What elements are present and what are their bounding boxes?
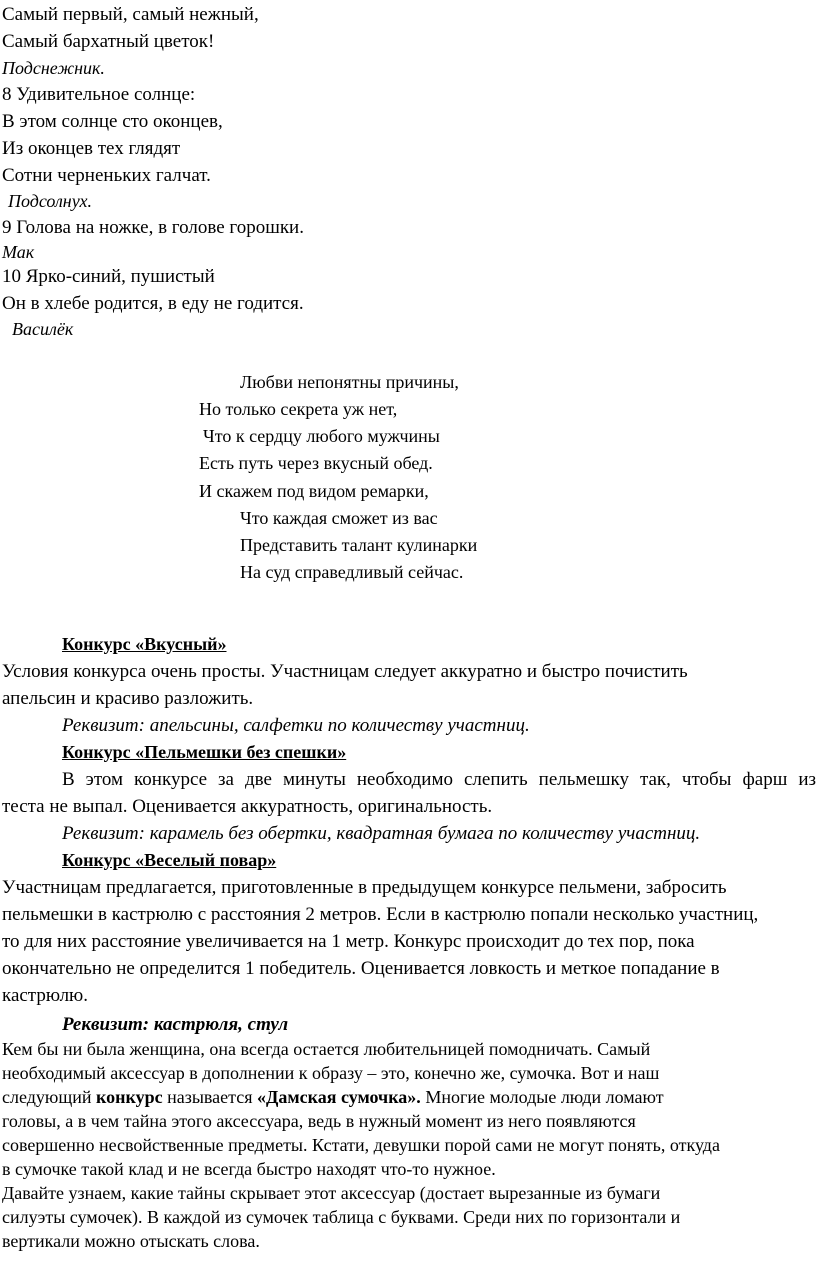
riddle-line: Он в хлебе родится, в еду не годится. — [2, 293, 304, 314]
paragraph-line: Условия конкурса очень просты. Участницам следует аккуратно и быстро почистить — [2, 661, 688, 682]
paragraph-line: Кем бы ни была женщина, она всегда остается любительницей помодничать. Самый — [2, 1039, 651, 1059]
riddle-line: Самый бархатный цветок! — [2, 31, 215, 52]
section-heading: Конкурс «Пельмешки без спешки» — [62, 742, 347, 762]
riddle-line: 8 Удивительное солнце: — [2, 84, 196, 105]
riddle-answer: Василёк — [12, 319, 74, 339]
text-run-bold: конкурс — [95, 1087, 163, 1107]
paragraph-line: силуэты сумочек). В каждой из сумочек таблица с буквами. Среди них по горизонтали и — [2, 1207, 681, 1227]
paragraph-line: В этом конкурсе за две минуты необходимо слепить пельмешку так, чтобы фарш из — [62, 769, 816, 790]
poem-line: Но только секрета уж нет, — [199, 399, 398, 419]
riddle-answer: Мак — [2, 242, 35, 262]
paragraph-line: апельсин и красиво разложить. — [2, 688, 254, 709]
paragraph-line — [2, 1088, 664, 1106]
paragraph-line: Участницам предлагается, приготовленные в предыдущем конкурсе пельмени, забросить — [2, 877, 727, 898]
paragraph-line: головы, а в чем тайна этого аксессуара, ведь в нужный момент из него появляются — [2, 1111, 636, 1131]
paragraph-line: в сумочке такой клад и не всегда быстро находят что-то нужное. — [2, 1159, 496, 1179]
riddle-answer: Подсолнух. — [8, 191, 92, 211]
contest-name-bold: «Дамская сумочка». — [257, 1087, 421, 1107]
paragraph-line: пельмешки в кастрюлю с расстояния 2 метров. Если в кастрюлю попали несколько участниц, — [2, 904, 759, 925]
paragraph-line: кастрюлю. — [2, 985, 88, 1006]
props-line: Реквизит: кастрюля, стул — [62, 1014, 289, 1035]
paragraph-line: то для них расстояние увеличивается на 1 метр. Конкурс происходит до тех пор, пока — [2, 931, 695, 952]
poem-line: Есть путь через вкусный обед. — [199, 453, 433, 473]
riddle-line: Из оконцев тех глядят — [2, 138, 181, 159]
props-line: Реквизит: карамель без обертки, квадратная бумага по количеству участниц. — [62, 823, 701, 844]
riddle-line: В этом солнце сто оконцев, — [2, 111, 223, 132]
props-line: Реквизит: апельсины, салфетки по количеству участниц. — [62, 715, 530, 736]
poem-line: Любви непонятны причины, — [240, 372, 459, 392]
text-run: называется — [162, 1087, 258, 1107]
section-heading: Конкурс «Вкусный» — [62, 634, 227, 654]
paragraph-line: окончательно не определится 1 победитель. Оценивается ловкость и меткое попадание в — [2, 958, 720, 979]
paragraph-line: совершенно несвойственные предметы. Кстати, девушки порой сами не могут понять, откуда — [2, 1135, 720, 1155]
poem-line: Представить талант кулинарки — [240, 535, 478, 555]
poem-line: На суд справедливый сейчас. — [240, 562, 464, 582]
poem-line: Что к сердцу любого мужчины — [203, 426, 440, 446]
section-heading: Конкурс «Веселый повар» — [62, 850, 277, 870]
paragraph-line: вертикали можно отыскать слова. — [2, 1231, 260, 1251]
text-run: Многие молодые люди ломают — [420, 1087, 664, 1107]
riddle-line: 9 Голова на ножке, в голове горошки. — [2, 217, 304, 238]
poem-line: Что каждая сможет из вас — [240, 508, 438, 528]
text-run: следующий — [2, 1087, 96, 1107]
riddle-line: Самый первый, самый нежный, — [2, 4, 259, 25]
riddle-answer: Подснежник. — [2, 58, 105, 78]
paragraph-line: необходимый аксессуар в дополнении к образу – это, конечно же, сумочка. Вот и наш — [2, 1063, 660, 1083]
poem-line: И скажем под видом ремарки, — [199, 481, 429, 501]
riddle-line: 10 Ярко-синий, пушистый — [2, 266, 215, 287]
paragraph-line: Давайте узнаем, какие тайны скрывает этот аксессуар (достает вырезанные из бумаги — [2, 1183, 661, 1203]
riddle-line: Сотни черненьких галчат. — [2, 165, 211, 186]
paragraph-line: теста не выпал. Оценивается аккуратность, оригинальность. — [2, 796, 493, 817]
